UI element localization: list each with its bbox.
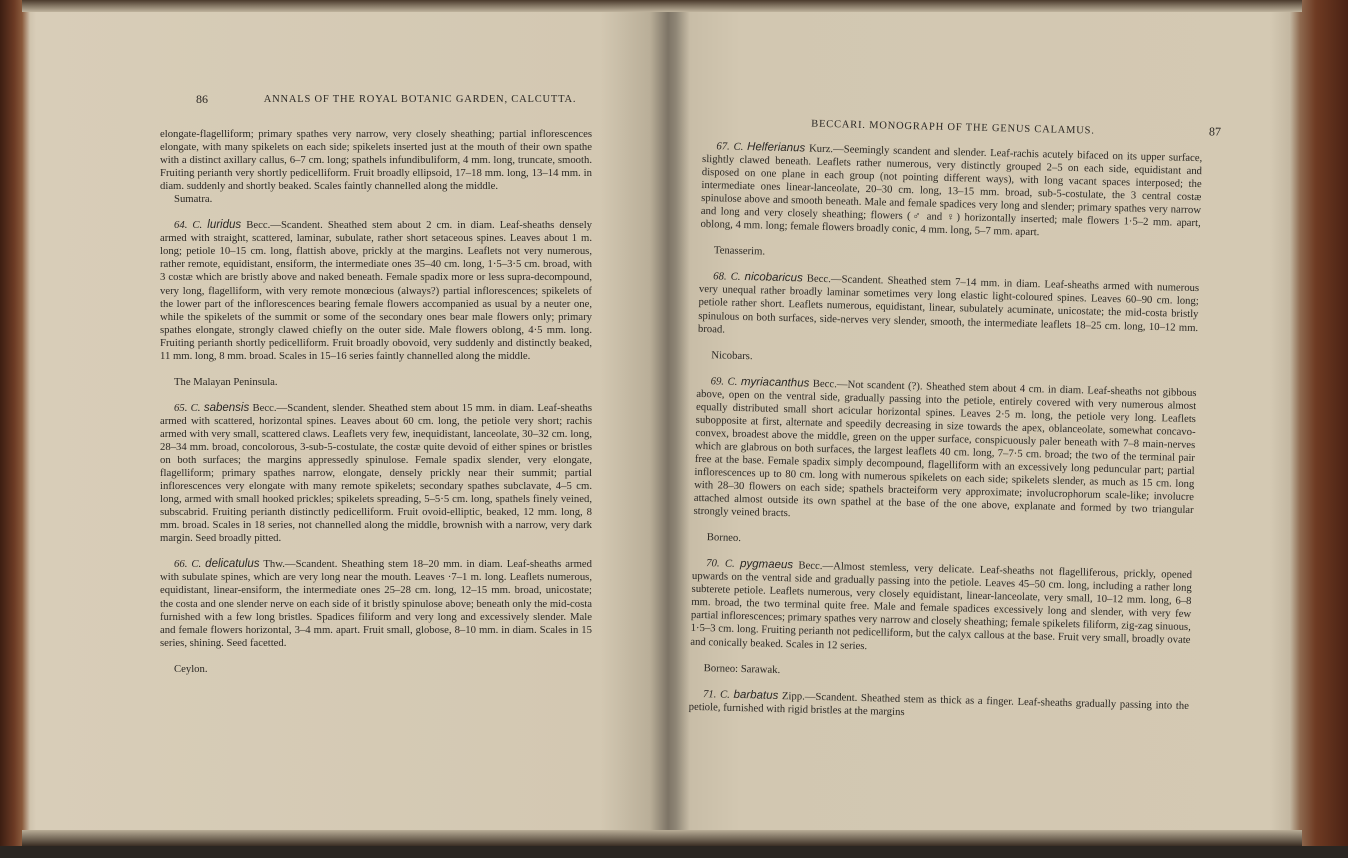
species-name: luridus [207, 219, 242, 232]
species-entry-67 [700, 140, 1202, 244]
species-entry-66 [160, 558, 592, 649]
entry-body: Becc.—Almost stemless, very delicate. Leaf-sheaths not flagelliferous, prickly, opened upwards on the ventral side and gradually passing into the petiole. Leaves 45–50 cm. long, including a rather long subterete petiole. Leaflets numerous, very closely equidistant, linear-lanceolate, very small, 10–12 mm. long, 6–8 mm. broad, the two terminal quite free. Male and female spadices excessively long and slender, with very few partial inflorescences; primary spathes very narrow and closely sheathing; female spikelets filiform, zig-zag sinuous, 1·5–3 cm. long. Fruiting perianth not pedicelliform, but the calyx callous at the base. Fruit very small, broadly ovate and conically beaked. Scales in 12 series. [690, 559, 1193, 652]
entry-number: 64. C. [174, 219, 203, 232]
species-entry-71 [689, 687, 1189, 725]
left-page [160, 0, 600, 846]
running-head: BECCARI. MONOGRAPH OF THE GENUS CALAMUS. [811, 118, 1095, 137]
entry-number: 67. C. [716, 140, 744, 153]
entry-location: Tenasserim. [713, 244, 766, 258]
entry-number: 65. C. [174, 401, 201, 414]
entry-body: Becc.—Scandent. Sheathed stem 7–14 mm. in diam. Leaf-sheaths armed with numerous very unequal rather broadly laminar sometimes very long elastic light-coloured spines. Leaves 60–90 cm. long; petiole rather short. Leaflets numerous, equidistant, linear, subulately acuminate, unicostate; the mid-costa bristly spinulous on both surfaces, side-nerves very slender, smooth, the intermediate leaflets 18–25 cm. long, 10–12 mm. broad. [697, 272, 1200, 336]
species-name: myriacanthus [740, 375, 810, 390]
species-name: delicatulus [205, 558, 260, 571]
entry-location: Nicobars. [711, 348, 753, 362]
species-entry-65 [160, 402, 592, 546]
species-entry-64 [160, 219, 592, 363]
species-name: pygmaeus [739, 558, 794, 572]
right-page [685, 0, 1222, 858]
entry-location: The Malayan Peninsula. [174, 375, 278, 388]
running-head: ANNALS OF THE ROYAL BOTANIC GARDEN, CALCUTTA. [263, 94, 577, 105]
species-entry-68 [698, 270, 1199, 347]
entry-body: Becc.—Scandent, slender. Sheathed stem about 15 mm. in diam. Leaf-sheaths armed with scattered, horizontal spines. Leaves about 60 cm. long, the petiole very short; rachis armed with very small, scattered claws. Leaflets very few, inequidistant, lanceolate, 30–32 cm. long, 28–34 mm. broad, concolorous, 3-sub-5-costulate, the costæ quite devoid of either spines or bristles on both surfaces; the margins appressedly spinulose. Female spadix slender, very elongate, flagelliform; primary spathes narrow, elongate, densely prickly near their summit; partial inflorescences very elongate with many remote spikelets; secondary spathes subclavate, 4–5 cm. long, armed with small hooked prickles; spikelets spreading, 5–5·5 cm. long, spathels finely veined, subscabrid. Fruiting perianth distinctly pedicelliform. Fruit ovoid-elliptic, beaked, 12 mm. long, 8 mm. broad. Scales in 18 series, not channelled along the middle, brownish with a narrow, very dark margin. Seed broadly pitted. [160, 401, 592, 545]
page-number: 87 [1208, 124, 1222, 139]
species-name: barbatus [733, 688, 779, 702]
entry-body: Zipp.—Scandent. Sheathed stem as thick as a finger. Leaf-sheaths gradually passing into the petiole, furnished with rigid bristles at the margins [688, 689, 1190, 718]
entry-number: 71. C. [702, 687, 731, 701]
entry-location: Borneo: Sarawak. [703, 661, 781, 676]
species-entry-69 [693, 375, 1196, 531]
entry-body: Becc.—Scandent. Sheathed stem about 2 cm. in diam. Leaf-sheaths densely armed with straight, scattered, laminar, subulate, rather short setaceous spines. Leaves about 1 m. long; petiole 10–15 cm. long, flattish above, prickly at the margins. Leaflets not very numerous, rather remote, equidistant, ensiform, the intermediate ones 35–40 cm. long, 1·5–3·5 cm. broad, with 3 costæ which are bristly above and naked beneath. Female spadix more or less supra-decompound, very long, flagelliform, with very remote monœcious (always?) partial inflorescences; spikelets of the lower part of the inflorescences bearing female flowers accompanied as usual by a neuter one, while the spikelets of the summit or some of the secondary ones bear male flowers only; primary spathes elongate, strongly clawed chiefly on the outer side. Male flowers oblong, 4·5 mm. long. Fruiting perianth shortly pedicelliform. Fruit broadly obovoid, very suddenly and distinctly beaked, 11 mm. long, 8 mm. broad. Scales in 15–16 series faintly channelled along the middle. [160, 219, 593, 362]
page-number: 86 [196, 92, 208, 106]
continuation-paragraph: elongate-flagelliform; primary spathes very narrow, very closely sheathing; partial inflorescences elongate, with many spikelets on each side; spikelets inserted just at the mouth of their own spathe with a distinct axillary callus, 6–7 cm. long; spathels infundibuliform, 4 mm. long, truncate, smooth. Fruiting perianth very shortly pedicelliform. Fruit broadly ellipsoid, 17–18 mm. long, 13–14 mm. in diam. suddenly and shortly beaked. Scales faintly channelled along the middle. [160, 128, 592, 193]
entry-number: 66. C. [174, 558, 202, 571]
continuation-location: Sumatra. [174, 193, 213, 206]
entry-number: 68. C. [713, 270, 741, 284]
page-text [688, 140, 1202, 739]
entry-body: Thw.—Scandent. Sheathing stem 18–20 mm. in diam. Leaf-sheaths armed with subulate spines, which are very long near the mouth. Leaves ·7–1 m. long. Leaflets numerous, equidistant, linear-ensiform, the intermediate ones 25–28 cm. long, 12–15 mm. broad, unicostate; the costa and one slender nerve on each side of it bristly spinulose above; beneath only the mid-costa furnished with a few long bristles. Spadices filiform and very long and excessively slender. Male and female flowers horizontal, 3–4 mm. apart. Fruit small, globose, 8–10 mm. in diam. Scales in 15 series, shining. Seed facetted. [160, 558, 593, 649]
entry-number: 69. C. [710, 374, 738, 388]
entry-body: Kurz.—Seemingly scandent and slender. Leaf-rachis acutely bifaced on its upper surface, slightly clawed beneath. Leaflets rather numerous, very distinctly grouped 2–5 on each side, equidistant and disposed on one plane in each group (not pointing different ways), with long vacant spaces interposed; the intermediate ones linear-lanceolate, 20–30 cm. long, 13–15 mm. broad, sub-5-costulate, the 3 central costæ spinulose above and smooth beneath. Male and female spadices very long and slender; primary spathes very narrow and long and very closely sheathing; flowers (♂ and ♀) horizontally inserted; male flowers 1·5–2 mm. apart, oblong, 4 mm. long; female flowers broadly conic, 4 mm. long, 5–7 mm. apart. [700, 142, 1203, 239]
entry-number: 70. C. [706, 557, 735, 571]
species-entry-70 [690, 557, 1192, 661]
species-name: Helferianus [746, 141, 806, 155]
entry-body: Becc.—Not scandent (?). Sheathed stem about 4 cm. in diam. Leaf-sheaths not gibbous above, open on the ventral side, gradually passing into the petiole, entirely covered with very numerous almost equally distributed small short acicular horizontal spines. Leaves 2·5 m. long, the petiole very long. Leaflets subopposite at first, alternate and speedily decreasing in size towards the apex, oblanceolate, somewhat concavo-convex, broadest above the middle, green on the upper surface, conspicuously paler beneath with 7–8 main-nerves which are glabrous on both surfaces, the largest leaflets 40 cm. long, 7–7·5 cm. broad; the two of the terminal pair free at the base. Female spadix simply decompound, flagelliform with an excessively long peduncular part; partial inflorescences up to 80 cm. long with numerous spikelets on each side; spikelets slender, as much as 15 cm. long with 28–30 flowers on each side; spathels bracteiform very approximate; involucrophorum scale-like; involucre attached almost outside its own spathel at the base of the one above, explanate and formed by two triangular strongly veined bracts. [693, 377, 1197, 520]
entry-location: Borneo. [706, 531, 742, 545]
entry-location: Ceylon. [174, 662, 208, 675]
page-text [160, 128, 592, 689]
species-name: sabensis [203, 401, 250, 414]
species-name: nicobaricus [744, 271, 803, 285]
